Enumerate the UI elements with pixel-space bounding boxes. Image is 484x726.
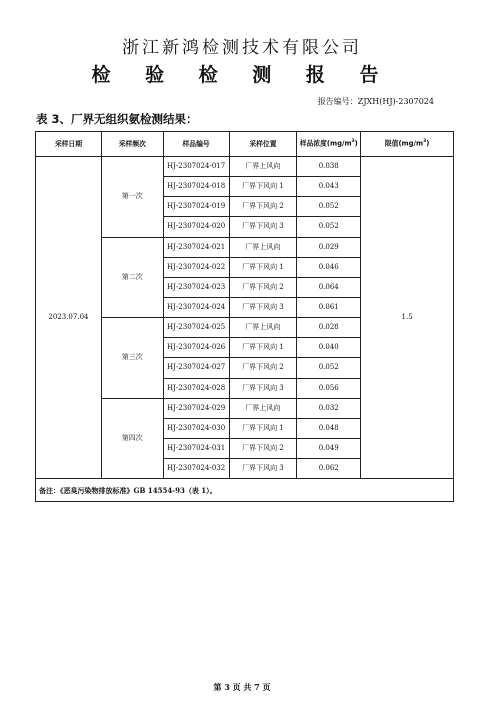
sample-number-cell: HJ-2307024-024 — [163, 297, 229, 317]
sample-number-cell: HJ-2307024-018 — [163, 177, 229, 197]
results-table — [35, 131, 454, 502]
sample-number-cell: HJ-2307024-026 — [163, 338, 229, 358]
header-sampling-date: 采样日期 — [36, 132, 102, 157]
header-sampling-location: 采样位置 — [229, 132, 297, 157]
concentration-cell: 0.038 — [297, 157, 361, 177]
header-limit: 限值$(mg/m^3)$ — [361, 132, 454, 157]
sample-number-cell: HJ-2307024-023 — [163, 277, 229, 297]
sample-number-cell: HJ-2307024-019 — [163, 197, 229, 217]
header-sample-number: 样品编号 — [163, 132, 229, 157]
table-note: 备注：《恶臭污染物排放标准》GB 14554-93（表 1）。 — [36, 479, 454, 502]
sampling-location-cell: 厂界下风向 1 — [229, 338, 297, 358]
sampling-location-cell: 厂界下风向 1 — [229, 257, 297, 277]
sample-number-cell: HJ-2307024-029 — [163, 398, 229, 418]
concentration-cell: 0.028 — [297, 318, 361, 338]
report-title: 检 验 检 测 报 告 — [91, 64, 393, 86]
report-number: 报告编号：ZJXH(HJ)-2307024 — [317, 97, 434, 106]
sample-number-cell: HJ-2307024-017 — [163, 157, 229, 177]
sampling-location-cell: 厂界上风向 — [229, 398, 297, 418]
sample-number-cell: HJ-2307024-027 — [163, 358, 229, 378]
sample-number-cell: HJ-2307024-032 — [163, 459, 229, 479]
sampling-location-cell: 厂界下风向 3 — [229, 217, 297, 237]
sampling-location-cell: 厂界下风向 1 — [229, 418, 297, 438]
header-concentration: 样品浓度$(mg/m^3)$ — [297, 132, 361, 157]
sampling-frequency-cell: 第三次 — [101, 318, 163, 399]
sample-number-cell: HJ-2307024-028 — [163, 378, 229, 398]
sampling-location-cell: 厂界下风向 3 — [229, 378, 297, 398]
limit-cell: 1.5 — [361, 157, 454, 479]
sampling-location-cell: 厂界下风向 3 — [229, 459, 297, 479]
page-number: 第 3 页 共 7 页 — [213, 682, 271, 692]
sampling-location-cell: 厂界上风向 — [229, 157, 297, 177]
sampling-location-cell: 厂界下风向 2 — [229, 358, 297, 378]
table-header-row — [36, 132, 454, 157]
sample-number-cell: HJ-2307024-031 — [163, 438, 229, 458]
sample-number-cell: HJ-2307024-030 — [163, 418, 229, 438]
concentration-cell: 0.061 — [297, 297, 361, 317]
sampling-frequency-cell: 第一次 — [101, 157, 163, 238]
sampling-location-cell: 厂界下风向 3 — [229, 297, 297, 317]
sampling-frequency-cell: 第四次 — [101, 398, 163, 479]
sampling-location-cell: 厂界下风向 2 — [229, 197, 297, 217]
concentration-cell: 0.048 — [297, 418, 361, 438]
sample-number-cell: HJ-2307024-020 — [163, 217, 229, 237]
concentration-cell: 0.043 — [297, 177, 361, 197]
sample-number-cell: HJ-2307024-021 — [163, 237, 229, 257]
concentration-cell: 0.062 — [297, 459, 361, 479]
sampling-frequency-cell: 第二次 — [101, 237, 163, 318]
table-row — [36, 157, 454, 177]
concentration-cell: 0.046 — [297, 257, 361, 277]
sample-number-cell: HJ-2307024-022 — [163, 257, 229, 277]
note-row — [36, 479, 454, 502]
sample-number-cell: HJ-2307024-025 — [163, 318, 229, 338]
section-title: 表 3、厂界无组织氨检测结果： — [36, 112, 198, 126]
concentration-cell: 0.052 — [297, 217, 361, 237]
sampling-location-cell: 厂界下风向 1 — [229, 177, 297, 197]
concentration-cell: 0.064 — [297, 277, 361, 297]
header-sampling-frequency: 采样频次 — [101, 132, 163, 157]
concentration-cell: 0.056 — [297, 378, 361, 398]
concentration-cell: 0.040 — [297, 338, 361, 358]
sampling-date-cell: 2023.07.04 — [36, 157, 102, 479]
concentration-cell: 0.052 — [297, 197, 361, 217]
company-name: 浙江新鸿检测技术有限公司 — [122, 38, 362, 58]
concentration-cell: 0.049 — [297, 438, 361, 458]
sampling-location-cell: 厂界上风向 — [229, 318, 297, 338]
sampling-location-cell: 厂界下风向 2 — [229, 438, 297, 458]
sampling-location-cell: 厂界上风向 — [229, 237, 297, 257]
concentration-cell: 0.052 — [297, 358, 361, 378]
concentration-cell: 0.032 — [297, 398, 361, 418]
concentration-cell: 0.029 — [297, 237, 361, 257]
sampling-location-cell: 厂界下风向 2 — [229, 277, 297, 297]
